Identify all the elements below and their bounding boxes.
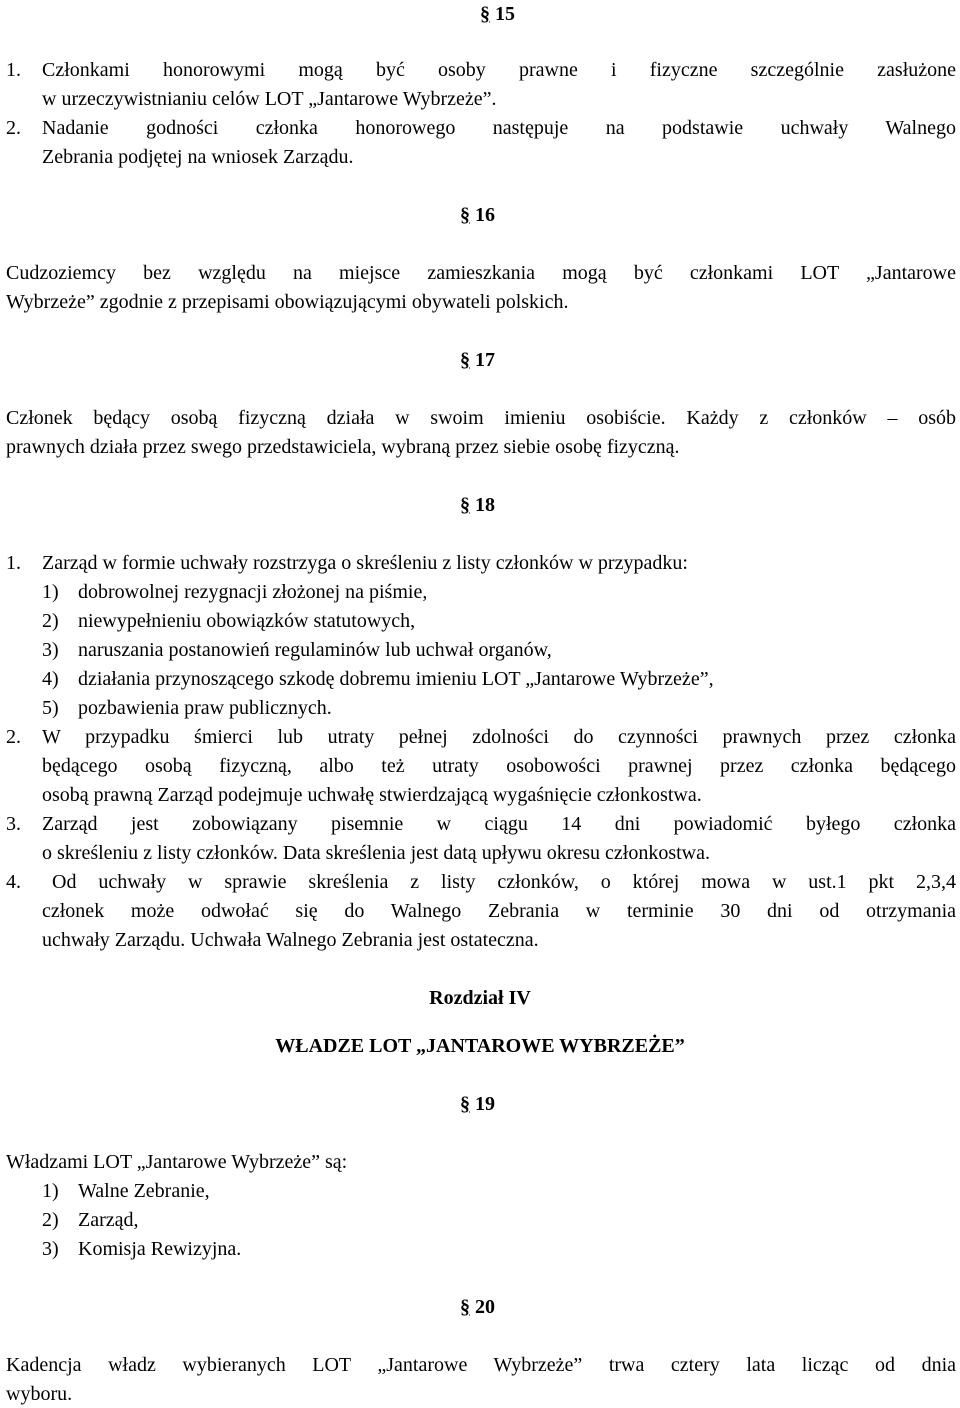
sublist-number: 5) <box>42 697 59 719</box>
chapter-heading: WŁADZE LOT „JANTAROWE WYBRZEŻE” <box>275 1035 685 1057</box>
paragraph-line: osobą prawną Zarząd podejmuje uchwałę stwierdzającą wygaśnięcie członkostwa. <box>42 784 702 806</box>
section-number: 20 <box>470 1296 495 1318</box>
section-heading-15 <box>480 2 515 26</box>
section-sign: § <box>480 3 490 25</box>
list-number: 3) <box>42 1238 59 1260</box>
list-number: 4. <box>6 871 21 893</box>
list-item: Walne Zebranie, <box>78 1180 210 1202</box>
sublist-number: 3) <box>42 639 59 661</box>
section-number: 16 <box>470 204 495 226</box>
sublist-number: 2) <box>42 610 59 632</box>
paragraph-line: prawnych działa przez swego przedstawiciela, wybraną przez siebie osobę fizyczną. <box>6 436 680 458</box>
list-number: 2) <box>42 1209 59 1231</box>
sublist-number: 1) <box>42 581 59 603</box>
paragraph-line: Nadanie godności członka honorowego następuje na podstawie uchwały Walnego <box>42 117 956 139</box>
chapter-title: Rozdział IV <box>429 987 531 1009</box>
paragraph-line: Kadencja władz wybieranych LOT „Jantarowe Wybrzeże” trwa cztery lata licząc od dnia <box>6 1354 956 1376</box>
section-number: 18 <box>470 494 495 516</box>
sublist-item: dobrowolnej rezygnacji złożonej na piśmie, <box>78 581 428 603</box>
paragraph-line: Zarząd jest zobowiązany pisemnie w ciągu 14 dni powiadomić byłego członka <box>42 813 956 835</box>
list-item: Komisja Rewizyjna. <box>78 1238 242 1260</box>
section-sign: § <box>460 1093 470 1115</box>
section-heading-19 <box>460 1092 495 1116</box>
paragraph-line: W przypadku śmierci lub utraty pełnej zdolności do czynności prawnych przez członka <box>42 726 956 748</box>
section-sign: § <box>460 494 470 516</box>
list-number: 2. <box>6 117 21 139</box>
section-number: 19 <box>470 1093 495 1115</box>
list-number: 1. <box>6 552 21 574</box>
paragraph-line: Cudzoziemcy bez względu na miejsce zamieszkania mogą być członkami LOT „Jantarowe <box>6 262 956 284</box>
sublist-item: pozbawienia praw publicznych. <box>78 697 332 719</box>
section-number: 15 <box>490 3 515 25</box>
list-number: 1. <box>6 59 21 81</box>
list-number: 3. <box>6 813 21 835</box>
paragraph-line: wyboru. <box>6 1383 73 1405</box>
paragraph-line: Władzami LOT „Jantarowe Wybrzeże” są: <box>6 1151 348 1173</box>
paragraph-line: Wybrzeże” zgodnie z przepisami obowiązującymi obywateli polskich. <box>6 291 569 313</box>
section-sign: § <box>460 349 470 371</box>
paragraph-line: o skreśleniu z listy członków. Data skreślenia jest datą upływu okresu członkostwa. <box>42 842 710 864</box>
paragraph-line: Od uchwały w sprawie skreślenia z listy członków, o której mowa w ust.1 pkt 2,3,4 <box>52 871 956 893</box>
section-heading-17 <box>460 348 495 372</box>
paragraph-line: Zebrania podjętej na wniosek Zarządu. <box>42 146 354 168</box>
paragraph-line: uchwały Zarządu. Uchwała Walnego Zebrania jest ostateczna. <box>42 929 539 951</box>
section-sign: § <box>460 1296 470 1318</box>
sublist-item: działania przynoszącego szkodę dobremu imieniu LOT „Jantarowe Wybrzeże”, <box>78 668 714 690</box>
section-heading-20 <box>460 1295 495 1319</box>
list-item: Zarząd, <box>78 1209 139 1231</box>
section-number: 17 <box>470 349 495 371</box>
section-heading-18 <box>460 493 495 517</box>
section-sign: § <box>460 204 470 226</box>
sublist-item: naruszania postanowień regulaminów lub uchwał organów, <box>78 639 552 661</box>
paragraph-line: Zarząd w formie uchwały rozstrzyga o skreśleniu z listy członków w przypadku: <box>42 552 688 574</box>
paragraph-line: członek może odwołać się do Walnego Zebrania w terminie 30 dni od otrzymania <box>42 900 956 922</box>
paragraph-line: będącego osobą fizyczną, albo też utraty osobowości prawnej przez członka będącego <box>42 755 956 777</box>
paragraph-line: w urzeczywistnianiu celów LOT „Jantarowe Wybrzeże”. <box>42 88 497 110</box>
section-heading-16 <box>460 203 495 227</box>
sublist-item: niewypełnieniu obowiązków statutowych, <box>78 610 416 632</box>
sublist-number: 4) <box>42 668 59 690</box>
paragraph-line: Członkami honorowymi mogą być osoby prawne i fizyczne szczególnie zasłużone <box>42 59 956 81</box>
list-number: 1) <box>42 1180 59 1202</box>
paragraph-line: Członek będący osobą fizyczną działa w swoim imieniu osobiście. Każdy z członków – osób <box>6 407 956 429</box>
list-number: 2. <box>6 726 21 748</box>
